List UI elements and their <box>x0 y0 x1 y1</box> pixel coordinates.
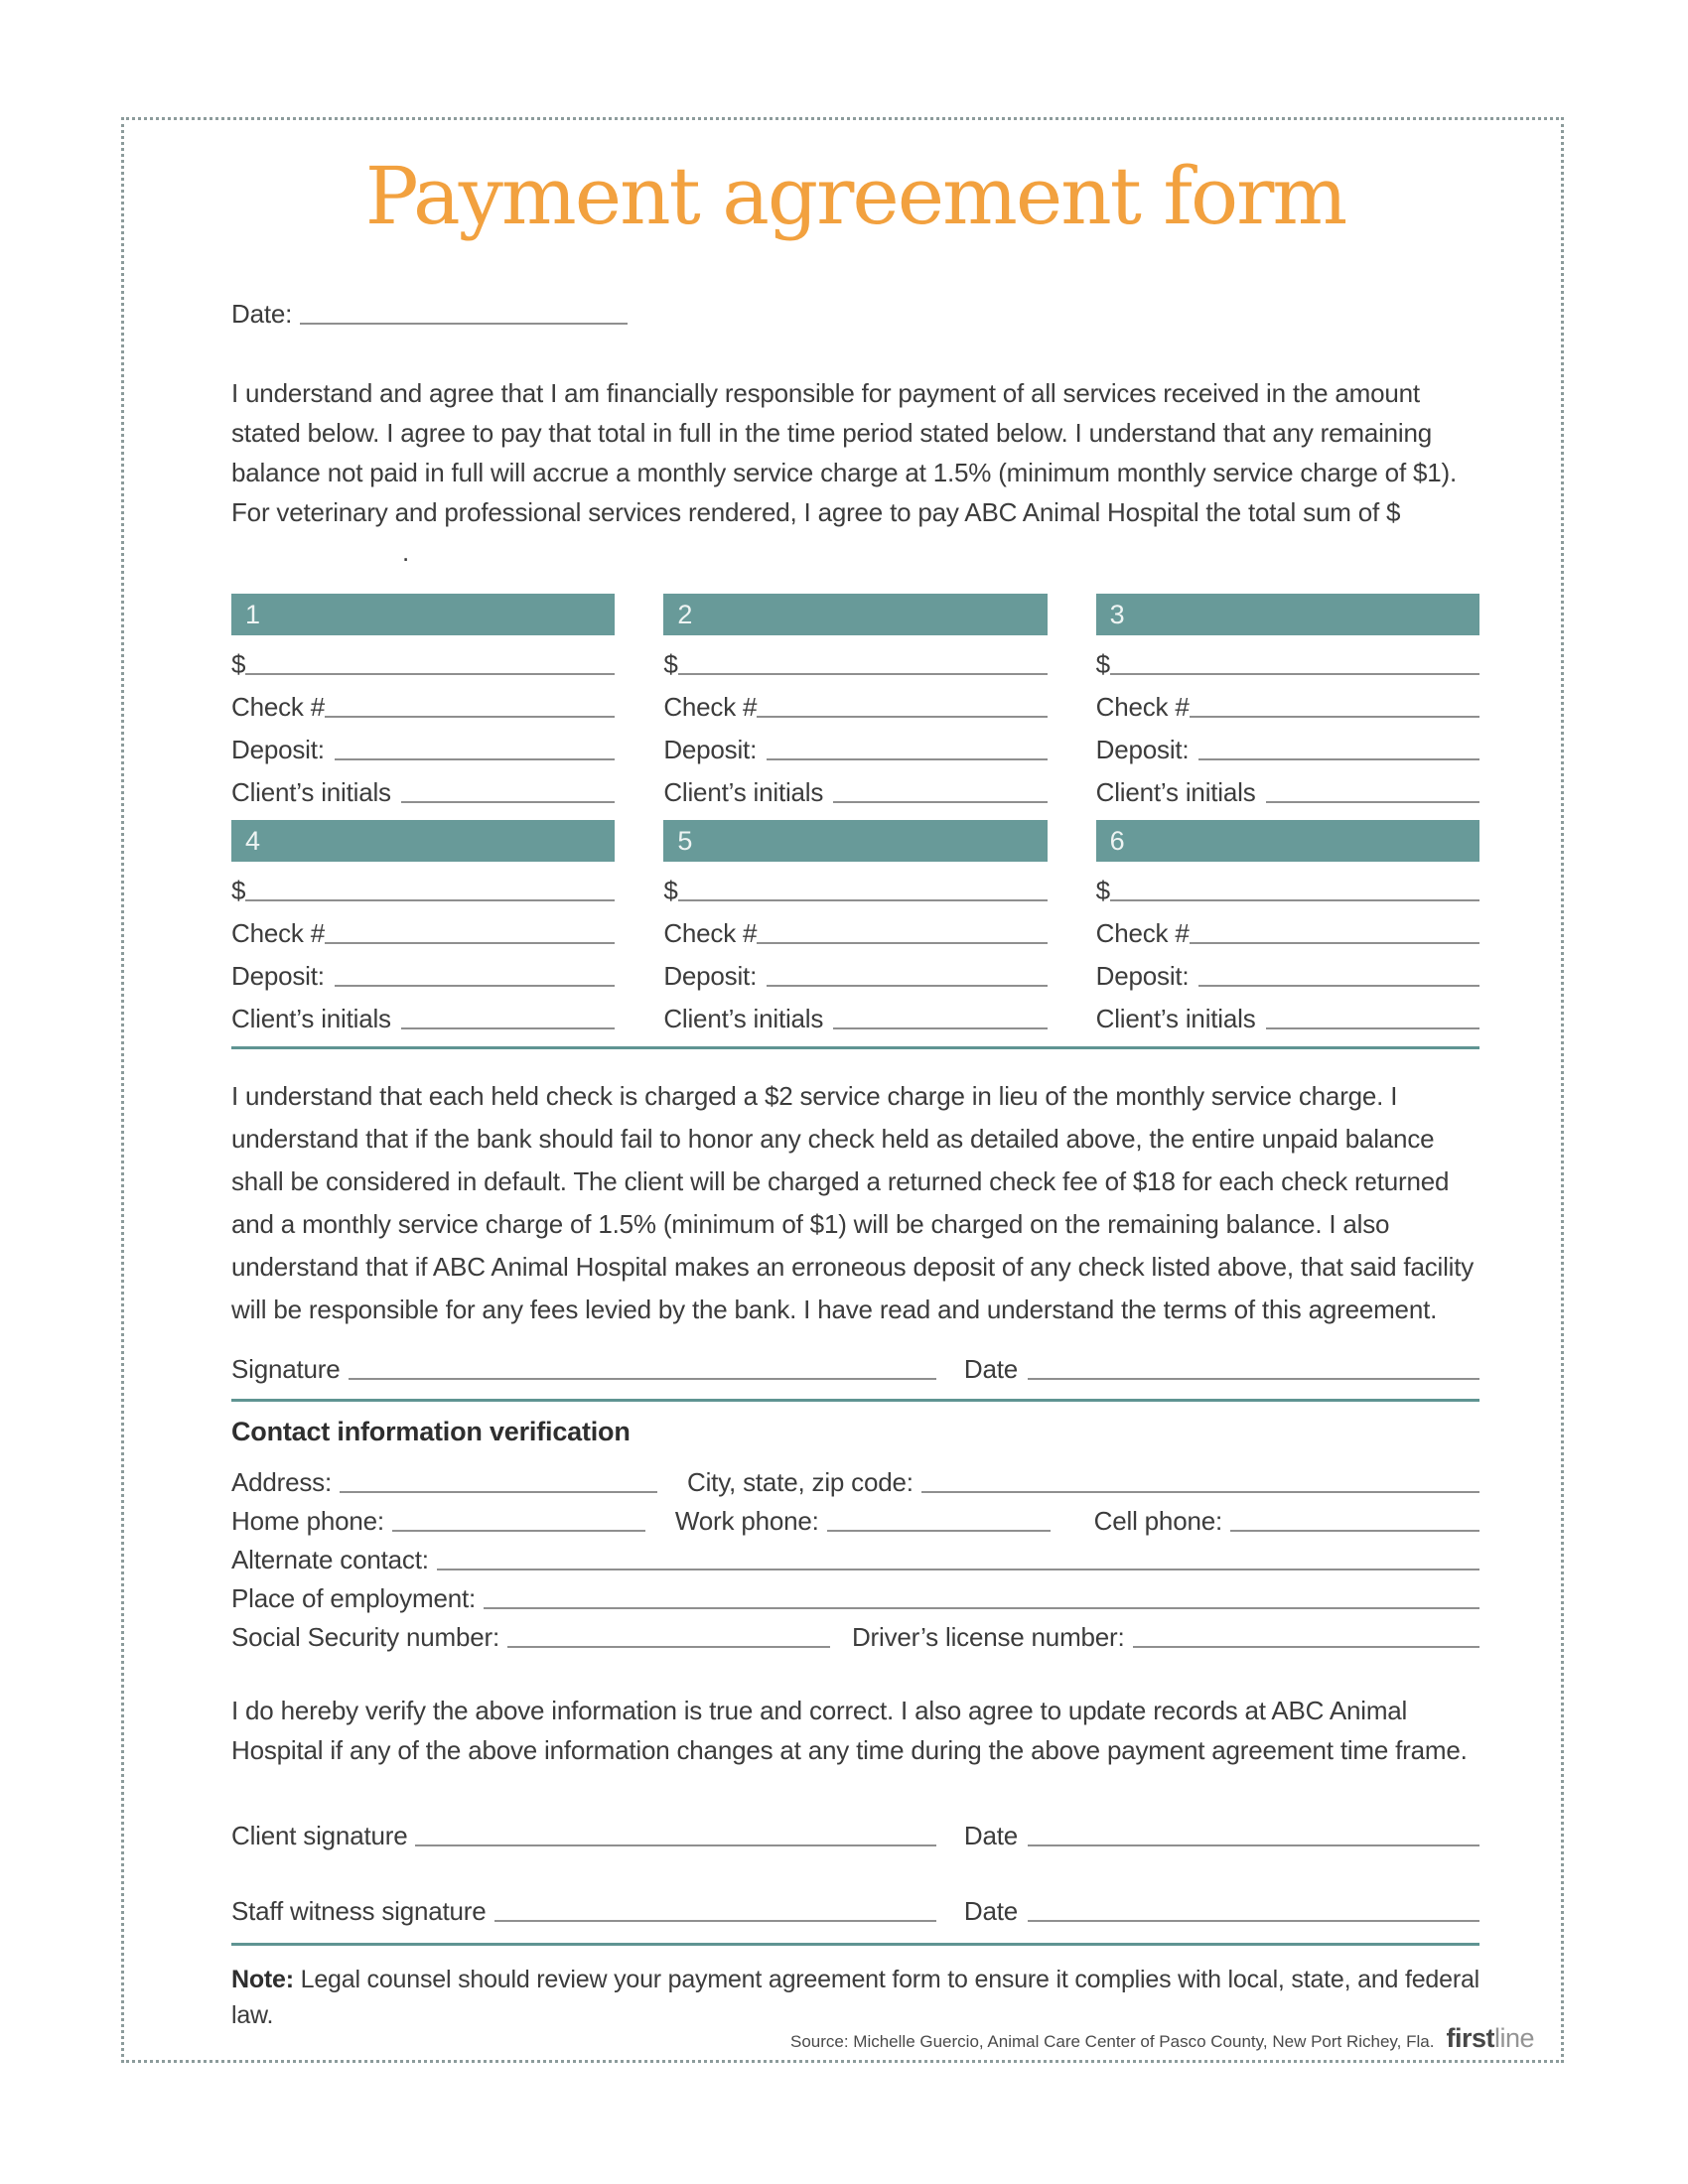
check-number-row <box>231 678 615 721</box>
payment-box-header <box>231 594 615 635</box>
client-initials-row <box>231 763 615 806</box>
payment-box-number: 5 <box>677 825 693 856</box>
payment-box-header <box>1096 820 1479 862</box>
client-initials-label: Client’s initials <box>231 776 391 807</box>
deposit-label: Deposit: <box>1095 960 1190 991</box>
divider-above-note <box>231 1943 1479 1946</box>
client-initials-row <box>663 990 1047 1032</box>
firstline-logo <box>1446 2023 1534 2054</box>
check-number-label: Check # <box>1095 691 1190 722</box>
client-initials-label: Client’s initials <box>231 1003 391 1033</box>
firstline-logo-line: line <box>1493 2023 1534 2053</box>
client-initials-label: Client’s initials <box>663 776 824 807</box>
verification-paragraph: I do hereby verify the above information is true and correct. I also agree to update records at ABC Animal Hospital if any of the above information changes at any time during the above payment agreement time frame. <box>231 1696 1468 1765</box>
footer <box>790 2023 1534 2054</box>
staff-date-label: Date <box>963 1895 1018 1926</box>
home-phone-line[interactable] <box>392 1526 645 1532</box>
deposit-row <box>231 721 615 763</box>
signature-label: Signature <box>231 1353 341 1384</box>
check-number-line[interactable] <box>325 712 615 718</box>
intro-period: . <box>402 537 410 567</box>
staff-signature-line[interactable] <box>494 1916 936 1922</box>
source-credit: Source: Michelle Guercio, Animal Care Center of Pasco County, New Port Richey, Fla. <box>789 2032 1435 2051</box>
contact-row-alternate <box>231 1535 1479 1573</box>
client-initials-label: Client’s initials <box>1095 776 1256 807</box>
amount-row <box>663 862 1047 904</box>
client-initials-row <box>663 763 1047 806</box>
client-initials-line[interactable] <box>401 797 615 803</box>
client-signature-row <box>231 1814 1479 1849</box>
payment-box-5 <box>663 820 1047 1032</box>
amount-row <box>231 862 615 904</box>
check-number-row <box>1096 678 1479 721</box>
drivers-license-line[interactable] <box>1133 1642 1479 1648</box>
contact-row-address <box>231 1457 1479 1496</box>
client-initials-label: Client’s initials <box>663 1003 824 1033</box>
staff-signature-row <box>231 1889 1479 1925</box>
work-phone-line[interactable] <box>827 1526 1051 1532</box>
form-content <box>231 117 1479 2058</box>
client-initials-line[interactable] <box>833 797 1047 803</box>
check-number-line[interactable] <box>325 938 615 944</box>
amount-row <box>1096 862 1479 904</box>
payment-box-header <box>231 820 615 862</box>
amount-label: $ <box>1095 875 1110 905</box>
home-phone-label: Home phone: <box>231 1505 384 1536</box>
deposit-label: Deposit: <box>231 734 325 764</box>
payment-box-number: 3 <box>1109 599 1125 629</box>
client-initials-label: Client’s initials <box>1095 1003 1256 1033</box>
payment-box-header <box>663 594 1047 635</box>
amount-line[interactable] <box>245 895 615 901</box>
amount-label: $ <box>663 648 678 679</box>
signature-date-line[interactable] <box>1028 1374 1479 1380</box>
check-number-row <box>231 904 615 947</box>
signature-date-label: Date <box>963 1353 1018 1384</box>
check-number-row <box>663 678 1047 721</box>
check-number-line[interactable] <box>1190 938 1479 944</box>
amount-line[interactable] <box>1110 669 1479 675</box>
divider-above-terms <box>231 1046 1479 1049</box>
note-text: Legal counsel should review your payment agreement form to ensure it complies with local, state, and federal law. <box>231 1966 1480 2029</box>
payment-box-number: 2 <box>677 599 693 629</box>
check-number-line[interactable] <box>757 938 1047 944</box>
alternate-contact-label: Alternate contact: <box>231 1544 429 1574</box>
amount-row <box>1096 635 1479 678</box>
deposit-line[interactable] <box>335 754 616 760</box>
divider-above-contact <box>231 1399 1479 1402</box>
amount-row <box>231 635 615 678</box>
ssn-label: Social Security number: <box>231 1621 499 1652</box>
deposit-line[interactable] <box>1198 981 1479 987</box>
contact-section-heading: Contact information verification <box>231 1417 631 1446</box>
employment-label: Place of employment: <box>231 1582 477 1613</box>
client-initials-line[interactable] <box>1266 797 1479 803</box>
check-number-row <box>663 904 1047 947</box>
amount-label: $ <box>231 648 246 679</box>
signature-line[interactable] <box>349 1374 936 1380</box>
city-state-zip-label: City, state, zip code: <box>687 1466 914 1497</box>
deposit-row <box>1096 721 1479 763</box>
amount-label: $ <box>663 875 678 905</box>
drivers-license-label: Driver’s license number: <box>851 1621 1125 1652</box>
alternate-contact-line[interactable] <box>437 1565 1479 1570</box>
deposit-label: Deposit: <box>1095 734 1190 764</box>
check-number-label: Check # <box>231 917 325 948</box>
page-title: Payment agreement form <box>364 150 1346 242</box>
cell-phone-line[interactable] <box>1230 1526 1479 1532</box>
client-initials-row <box>1096 763 1479 806</box>
terms-paragraph: I understand that each held check is charged a $2 service charge in lieu of the monthly service charge. I understand that if the bank should fail to honor any check held as detailed above, the entire unpaid balance shall be considered in default. The client will be charged a returned check fee of $18 for each check returned and a monthly service charge of 1.5% (minimum of $1) will be charged on the remaining balance. I also understand that if ABC Animal Hospital makes an erroneous deposit of any check listed above, that said facility will be responsible for any fees levied by the bank. I have read and understand the terms of this agreement. <box>231 1081 1475 1324</box>
amount-row <box>663 635 1047 678</box>
payment-box-number: 4 <box>245 825 260 856</box>
payment-box-header <box>1096 594 1479 635</box>
deposit-row <box>231 947 615 990</box>
signature-row <box>231 1347 1479 1383</box>
client-signature-label: Client signature <box>231 1820 408 1850</box>
payment-box-header <box>663 820 1047 862</box>
amount-label: $ <box>1095 648 1110 679</box>
client-initials-row <box>1096 990 1479 1032</box>
contact-rows <box>231 1457 1479 1651</box>
date-field-row <box>231 292 1479 328</box>
ssn-line[interactable] <box>507 1642 830 1648</box>
payment-box-number: 6 <box>1109 825 1125 856</box>
client-initials-line[interactable] <box>833 1024 1047 1029</box>
payment-box-6 <box>1096 820 1479 1032</box>
check-number-label: Check # <box>1095 917 1190 948</box>
employment-line[interactable] <box>484 1603 1479 1609</box>
amount-label: $ <box>231 875 246 905</box>
amount-line[interactable] <box>245 669 615 675</box>
check-number-line[interactable] <box>757 712 1047 718</box>
client-initials-line[interactable] <box>1266 1024 1479 1029</box>
check-number-label: Check # <box>231 691 325 722</box>
client-date-line[interactable] <box>1028 1841 1479 1846</box>
work-phone-label: Work phone: <box>674 1505 819 1536</box>
contact-row-employment <box>231 1573 1479 1612</box>
contact-row-phones <box>231 1496 1479 1535</box>
firstline-logo-first: first <box>1446 2023 1494 2053</box>
payment-box-3 <box>1096 594 1479 806</box>
deposit-row <box>1096 947 1479 990</box>
date-label: Date: <box>231 298 293 329</box>
deposit-line[interactable] <box>767 754 1048 760</box>
payment-box-4 <box>231 820 615 1032</box>
date-input-line[interactable] <box>300 319 628 325</box>
deposit-label: Deposit: <box>663 734 758 764</box>
deposit-line[interactable] <box>1198 754 1479 760</box>
payment-box-number: 1 <box>245 599 260 629</box>
address-line[interactable] <box>340 1487 657 1493</box>
cell-phone-label: Cell phone: <box>1093 1505 1222 1536</box>
city-state-zip-line[interactable] <box>921 1487 1479 1493</box>
intro-text: I understand and agree that I am financially responsible for payment of all services received in the amount stated below. I agree to pay that total in full in the time period stated below. I understand that any remaining balance not paid in full will accrue a monthly service charge at 1.5% (minimum monthly service charge of $1). For veterinary and professional services rendered, I agree to pay ABC Animal Hospital the total sum of $ <box>231 378 1457 527</box>
deposit-line[interactable] <box>335 981 616 987</box>
amount-line[interactable] <box>1110 895 1479 901</box>
address-label: Address: <box>231 1466 333 1497</box>
deposit-row <box>663 721 1047 763</box>
note-label: Note: <box>231 1966 294 1993</box>
deposit-label: Deposit: <box>231 960 325 991</box>
staff-date-line[interactable] <box>1028 1916 1479 1922</box>
staff-signature-label: Staff witness signature <box>231 1895 487 1926</box>
deposit-row <box>663 947 1047 990</box>
client-date-label: Date <box>963 1820 1018 1850</box>
amount-line[interactable] <box>678 895 1048 901</box>
payment-box-1 <box>231 594 615 806</box>
deposit-label: Deposit: <box>663 960 758 991</box>
check-number-label: Check # <box>663 691 758 722</box>
check-number-line[interactable] <box>1190 712 1479 718</box>
payment-box-2 <box>663 594 1047 806</box>
check-number-label: Check # <box>663 917 758 948</box>
client-initials-line[interactable] <box>401 1024 615 1029</box>
deposit-line[interactable] <box>767 981 1048 987</box>
intro-paragraph <box>231 373 1479 572</box>
check-number-row <box>1096 904 1479 947</box>
contact-row-ids <box>231 1612 1479 1651</box>
payment-boxes-grid <box>231 594 1479 1032</box>
client-signature-line[interactable] <box>415 1841 935 1846</box>
client-initials-row <box>231 990 615 1032</box>
amount-line[interactable] <box>678 669 1048 675</box>
